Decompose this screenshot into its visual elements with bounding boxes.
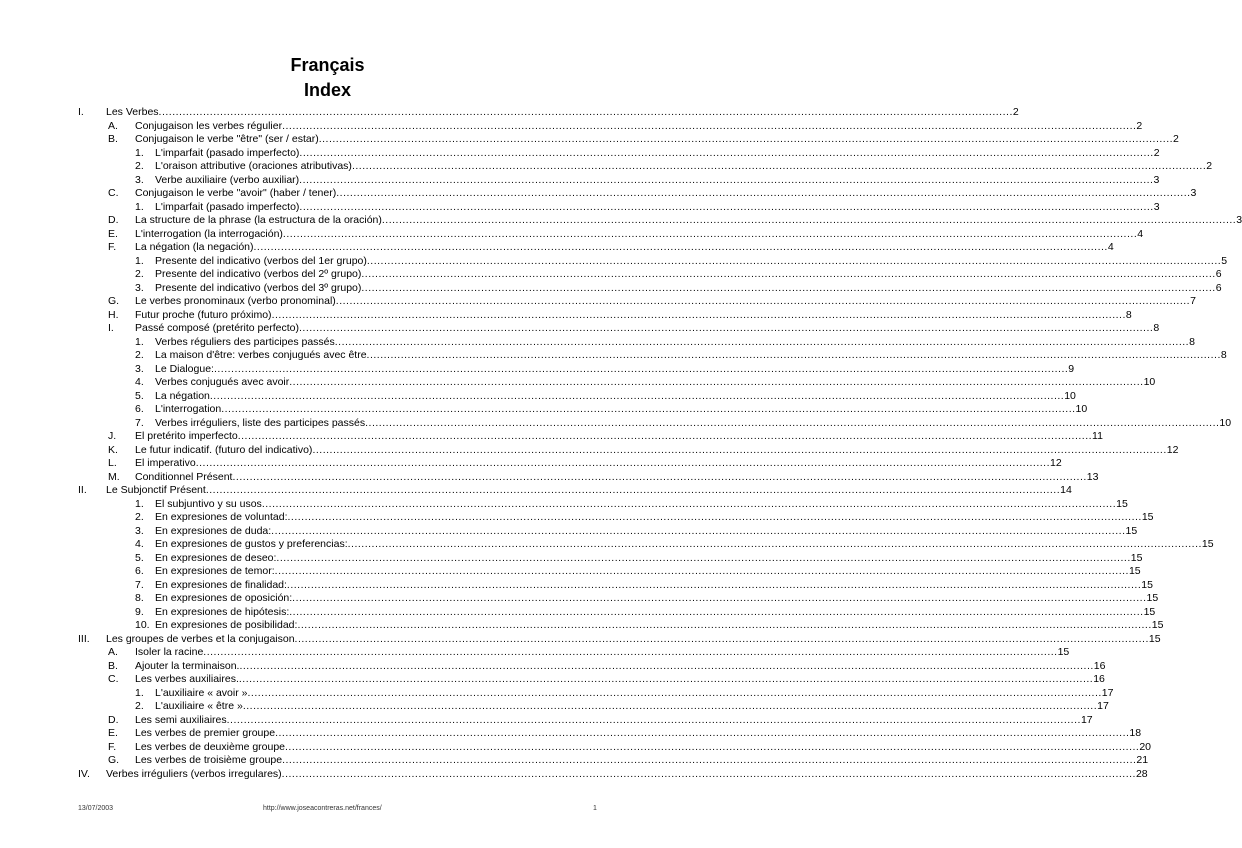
dot-leader: .......................................................................................................................................................................................................................................................... [361, 268, 1216, 280]
toc-entry-number: 1. [135, 335, 144, 348]
toc-entry-number: I. [78, 106, 84, 118]
toc-entry-page: 15 [1128, 565, 1141, 577]
toc-entry-title: En expresiones de deseo: [155, 551, 277, 564]
dot-leader: .......................................................................................................................................................................................................................................................... [242, 700, 1098, 712]
toc-entry-title: Le Dialogue: [155, 362, 214, 375]
toc-entry-page: 10 [1064, 389, 1076, 402]
dot-leader: .......................................................................................................................................................................................................................................................... [203, 646, 1058, 658]
dot-leader: .......................................................................................................................................................................................................................................................... [336, 187, 1191, 199]
dot-leader: .......................................................................................................................................................................................................................................................... [237, 430, 1093, 442]
toc-entry-page: 15 [1143, 605, 1156, 618]
toc-entry-number: 3. [135, 173, 144, 186]
toc-entry-page: 8 [1153, 322, 1160, 334]
dot-leader: .......................................................................................................................................................................................................................................................... [232, 470, 1087, 483]
toc-entry-page: 15 [1141, 511, 1154, 523]
toc-entry[interactable] [0, 538, 1214, 552]
dot-leader: .......................................................................................................................................................................................................................................................... [312, 443, 1167, 456]
dot-leader: .......................................................................................................................................................................................................................................................... [261, 497, 1117, 510]
toc-entry[interactable] [0, 227, 1144, 242]
toc-entry-number: 2. [135, 268, 144, 280]
toc-entry[interactable] [0, 713, 1093, 728]
toc-entry[interactable] [0, 754, 1149, 768]
toc-entry-number: I. [108, 322, 114, 334]
dot-leader: .......................................................................................................................................................................................................................................................... [209, 389, 1065, 402]
toc-entry-number: 5. [135, 551, 144, 564]
dot-leader: .......................................................................................................................................................................................................................................................... [299, 173, 1154, 186]
toc-entry-title: Conjugaison le verbe "avoir" (haber / tener) [135, 187, 337, 199]
toc-entry-number: A. [108, 646, 118, 658]
toc-entry[interactable] [0, 349, 1227, 363]
toc-entry-number: II. [78, 484, 87, 496]
toc-entry-page: 18 [1129, 727, 1142, 739]
toc-entry-number: L. [108, 457, 117, 469]
toc-entry-number: E. [108, 227, 118, 240]
dot-leader: .......................................................................................................................................................................................................................................................... [221, 403, 1076, 415]
toc-entry-title: En expresiones de hipótesis: [155, 605, 290, 618]
dot-leader: .......................................................................................................................................................................................................................................................... [299, 200, 1154, 213]
dot-leader: .......................................................................................................................................................................................................................................................... [158, 106, 1013, 118]
toc-entry-page: 2 [1173, 133, 1179, 145]
dot-leader: .......................................................................................................................................................................................................................................................... [238, 673, 1094, 685]
dot-leader: .......................................................................................................................................................................................................................................................... [299, 322, 1154, 334]
toc-entry-page: 10 [1075, 403, 1088, 415]
toc-entry-page: 3 [1153, 173, 1160, 186]
toc-entry[interactable] [0, 133, 1179, 147]
toc-entry-number: F. [108, 740, 117, 753]
toc-entry-title: La négation (la negación) [135, 241, 254, 253]
toc-entry-number: 4. [135, 376, 144, 388]
dot-leader: .......................................................................................................................................................................................................................................................... [239, 659, 1094, 672]
toc-entry[interactable] [0, 389, 1076, 404]
toc-entry-page: 8 [1189, 335, 1195, 348]
toc-entry[interactable] [0, 403, 1088, 417]
toc-entry-page: 2 [1153, 146, 1160, 159]
toc-entry-page: 28 [1135, 767, 1148, 780]
toc-entry[interactable] [0, 187, 1197, 201]
toc-entry-title: La structure de la phrase (la estructura de la oración) [135, 214, 382, 226]
dot-leader: .......................................................................................................................................................................................................................................................... [213, 362, 1069, 375]
toc-entry[interactable] [0, 497, 1128, 512]
toc-entry-page: 2 [1206, 160, 1213, 172]
dot-leader: .......................................................................................................................................................................................................................................................... [205, 484, 1061, 496]
toc-entry[interactable] [0, 173, 1160, 188]
toc-entry-number: 1. [135, 254, 144, 267]
dot-leader: .......................................................................................................................................................................................................................................................... [289, 376, 1144, 388]
toc-entry-title: En expresiones de temor: [155, 565, 275, 577]
toc-entry-title: L'interrogation [155, 403, 222, 415]
toc-entry-title: Futur proche (futuro próximo) [135, 308, 272, 321]
toc-entry[interactable] [0, 565, 1141, 579]
toc-entry[interactable] [0, 673, 1105, 687]
toc-entry-page: 17 [1097, 700, 1109, 712]
toc-entry-page: 8 [1220, 349, 1227, 361]
toc-entry-title: El imperativo [135, 457, 196, 469]
dot-leader: .......................................................................................................................................................................................................................................................... [226, 713, 1081, 726]
toc-entry-page: 13 [1086, 470, 1099, 483]
dot-leader: .......................................................................................................................................................................................................................................................... [276, 551, 1131, 564]
toc-entry-page: 11 [1092, 430, 1103, 442]
toc-entry-number: IV. [78, 767, 90, 780]
toc-entry-page: 4 [1137, 227, 1144, 240]
footer-url[interactable]: http://www.joseacontreras.net/frances/ [263, 805, 382, 812]
toc-entry-page: 21 [1136, 754, 1149, 766]
dot-leader: .......................................................................................................................................................................................................................................................... [334, 335, 1190, 348]
toc-entry-number: 3. [135, 524, 144, 537]
dot-leader: .......................................................................................................................................................................................................................................................... [286, 578, 1142, 591]
toc-entry-number: 2. [135, 160, 144, 172]
toc-entry[interactable] [0, 686, 1114, 701]
toc-entry[interactable] [0, 700, 1109, 714]
dot-leader: .......................................................................................................................................................................................................................................................... [365, 416, 1220, 429]
toc-entry-number: 7. [135, 416, 144, 429]
toc-entry[interactable] [0, 470, 1099, 485]
dot-leader: .......................................................................................................................................................................................................................................................... [351, 160, 1207, 172]
toc-entry-title: L'imparfait (pasado imperfecto) [155, 146, 300, 159]
toc-entry[interactable] [0, 146, 1160, 161]
toc-entry-page: 15 [1057, 646, 1070, 658]
toc-entry-number: 2. [135, 511, 144, 523]
toc-entry-number: 1. [135, 686, 144, 699]
toc-entry[interactable] [0, 281, 1222, 296]
toc-entry-page: 10 [1219, 416, 1232, 429]
toc-entry[interactable] [0, 295, 1196, 309]
toc-entry-number: B. [108, 133, 118, 145]
toc-entry-number: H. [108, 308, 119, 321]
toc-entry-number: B. [108, 659, 118, 672]
toc-entry-title: Isoler la racine [135, 646, 204, 658]
toc-entry-title: Les groupes de verbes et la conjugaison [106, 632, 295, 645]
toc-entry[interactable] [0, 443, 1179, 458]
toc-entry-page: 2 [1136, 119, 1143, 132]
toc-entry-page: 17 [1101, 686, 1114, 699]
dot-leader: .......................................................................................................................................................................................................................................................... [299, 146, 1154, 159]
toc-entry-number: M. [108, 470, 120, 483]
toc-entry-title: La négation [155, 389, 210, 402]
toc-entry-title: L'imparfait (pasado imperfecto) [155, 200, 300, 213]
toc-entry-number: E. [108, 727, 118, 739]
dot-leader: .......................................................................................................................................................................................................................................................... [335, 295, 1191, 307]
dot-leader: .......................................................................................................................................................................................................................................................... [271, 524, 1126, 537]
dot-leader: .......................................................................................................................................................................................................................................................... [289, 605, 1144, 618]
toc-entry-page: 15 [1125, 524, 1138, 537]
toc-entry-title: L'oraison attributive (oraciones atributivas) [155, 160, 352, 172]
toc-entry-number: 9. [135, 605, 144, 618]
toc-entry-page: 2 [1012, 106, 1019, 118]
toc-entry-page: 20 [1139, 740, 1152, 753]
toc-entry-title: Les verbes auxiliaires. [135, 673, 239, 685]
toc-entry-title: Presente del indicativo (verbos del 1er grupo) [155, 254, 367, 267]
toc-entry-page: 17 [1080, 713, 1093, 726]
dot-leader: .......................................................................................................................................................................................................................................................... [366, 349, 1221, 361]
toc-entry[interactable] [0, 160, 1213, 174]
toc-entry-page: 3 [1190, 187, 1197, 199]
dot-leader: .......................................................................................................................................................................................................................................................... [271, 308, 1126, 321]
toc-entry-number: 8. [135, 592, 144, 604]
toc-entry-page: 15 [1148, 632, 1161, 645]
toc-entry-page: 3 [1236, 214, 1242, 226]
toc-entry-number: C. [108, 187, 119, 199]
dot-leader: .......................................................................................................................................................................................................................................................... [282, 227, 1138, 240]
toc-entry-title: Le verbes pronominaux (verbo pronominal) [135, 295, 336, 307]
toc-entry-number: 2. [135, 700, 144, 712]
toc-entry-number: 1. [135, 146, 144, 159]
toc-entry-number: 2. [135, 349, 144, 361]
toc-entry-page: 10 [1143, 376, 1156, 388]
toc-entry-title: El subjuntivo y su usos [155, 497, 262, 510]
dot-leader: .......................................................................................................................................................................................................................................................... [361, 281, 1216, 294]
toc-entry[interactable] [0, 511, 1154, 525]
toc-entry-page: 12 [1166, 443, 1179, 456]
toc-entry-page: 7 [1190, 295, 1196, 307]
dot-leader: .......................................................................................................................................................................................................................................................... [297, 619, 1152, 631]
dot-leader: .......................................................................................................................................................................................................................................................... [381, 214, 1237, 226]
toc-entry-title: Les semi auxiliaires [135, 713, 227, 726]
toc-entry-number: 10. [135, 619, 150, 631]
toc-entry-page: 3 [1153, 200, 1160, 213]
toc-entry[interactable] [0, 592, 1159, 606]
toc-entry-title: Les Verbes [106, 106, 159, 118]
toc-entry-title: Les verbes de troisième groupe [135, 754, 283, 766]
toc-entry-page: 15 [1116, 497, 1128, 510]
toc-entry[interactable] [0, 484, 1072, 498]
toc-entry[interactable] [0, 659, 1106, 674]
toc-entry-number: G. [108, 295, 120, 307]
dot-leader: .......................................................................................................................................................................................................................................................... [366, 254, 1222, 267]
toc-entry[interactable] [0, 605, 1156, 620]
toc-entry[interactable] [0, 308, 1132, 323]
toc-entry[interactable] [0, 362, 1075, 377]
toc-entry-title: Les verbes de premier groupe [135, 727, 276, 739]
toc-entry[interactable] [0, 119, 1143, 134]
dot-leader: .......................................................................................................................................................................................................................................................... [294, 632, 1149, 645]
toc-entry-number: 1. [135, 497, 144, 510]
toc-entry-page: 12 [1050, 457, 1062, 469]
dot-leader: .......................................................................................................................................................................................................................................................... [318, 133, 1174, 145]
toc-entry-title: Verbes conjugués avec avoir [155, 376, 290, 388]
toc-entry[interactable] [0, 106, 1019, 120]
toc-entry-title: Conjugaison le verbe "être" (ser / estar) [135, 133, 319, 145]
toc-entry-title: Verbes réguliers des participes passés [155, 335, 335, 348]
toc-entry-number: III. [78, 632, 90, 645]
toc-entry-page: 8 [1125, 308, 1132, 321]
dot-leader: .......................................................................................................................................................................................................................................................... [285, 740, 1140, 753]
toc-entry[interactable] [0, 214, 1242, 228]
toc-entry[interactable] [0, 619, 1164, 633]
toc-entry-title: Verbes irréguliers, liste des participes passés [155, 416, 366, 429]
dot-leader: .......................................................................................................................................................................................................................................................... [282, 754, 1137, 766]
toc-entry-title: En expresiones de posibilidad: [155, 619, 298, 631]
toc-entry-number: K. [108, 443, 118, 456]
toc-entry-page: 4 [1107, 241, 1114, 253]
toc-entry[interactable] [0, 322, 1160, 336]
toc-entry[interactable] [0, 767, 1148, 782]
toc-entry[interactable] [0, 268, 1222, 282]
toc-entry-page: 14 [1060, 484, 1072, 496]
toc-entry[interactable] [0, 254, 1228, 269]
toc-entry-title: L'interrogation (la interrogación) [135, 227, 283, 240]
toc-entry[interactable] [0, 551, 1143, 566]
footer-page-number: 1 [593, 805, 597, 812]
toc-entry-title: Le Subjonctif Présent [106, 484, 206, 496]
toc-entry-page: 16 [1093, 659, 1106, 672]
toc-entry-number: A. [108, 119, 118, 132]
toc-entry-number: 3. [135, 281, 144, 294]
document-title: Français [290, 55, 365, 75]
toc-entry-title: En expresiones de finalidad: [155, 578, 287, 591]
toc-entry[interactable] [0, 200, 1160, 215]
toc-entry-page: 15 [1130, 551, 1143, 564]
dot-leader: .......................................................................................................................................................................................................................................................... [275, 727, 1130, 739]
dot-leader: .......................................................................................................................................................................................................................................................... [347, 538, 1202, 550]
toc-entry-page: 15 [1201, 538, 1214, 550]
toc-entry-title: Les verbes de deuxième groupe [135, 740, 286, 753]
toc-entry-page: 16 [1093, 673, 1105, 685]
toc-entry[interactable] [0, 740, 1152, 755]
toc-entry[interactable] [0, 578, 1153, 593]
dot-leader: .......................................................................................................................................................................................................................................................... [287, 511, 1142, 523]
toc-entry-number: F. [108, 241, 117, 253]
toc-entry-number: D. [108, 713, 119, 726]
toc-entry-title: Presente del indicativo (verbos del 2º grupo) [155, 268, 362, 280]
dot-leader: .......................................................................................................................................................................................................................................................... [247, 686, 1102, 699]
toc-entry-number: 7. [135, 578, 144, 591]
toc-entry-page: 6 [1215, 268, 1222, 280]
toc-entry-title: Conditionnel Présent [135, 470, 233, 483]
toc-entry-number: 4. [135, 538, 144, 550]
footer-date: 13/07/2003 [78, 805, 114, 812]
dot-leader: .......................................................................................................................................................................................................................................................... [195, 457, 1051, 469]
toc-entry[interactable] [0, 457, 1062, 471]
toc-entry-title: Le futur indicatif. (futuro del indicativo) [135, 443, 313, 456]
toc-entry-title: L'auxiliaire « avoir » [155, 686, 248, 699]
dot-leader: .......................................................................................................................................................................................................................................................... [292, 592, 1147, 604]
toc-entry-number: 6. [135, 403, 144, 415]
toc-entry[interactable] [0, 376, 1156, 390]
toc-entry-title: En expresiones de voluntad: [155, 511, 288, 523]
toc-entry[interactable] [0, 727, 1142, 741]
toc-entry-page: 5 [1221, 254, 1228, 267]
toc-entry[interactable] [0, 430, 1103, 444]
toc-entry-title: En expresiones de oposición: [155, 592, 293, 604]
toc-entry-page: 6 [1215, 281, 1222, 294]
toc-entry[interactable] [0, 632, 1161, 647]
toc-entry-title: La maison d'être: verbes conjugués avec être [155, 349, 367, 361]
toc-entry-title: Verbe auxiliaire (verbo auxiliar) [155, 173, 300, 186]
toc-entry-page: 15 [1141, 578, 1153, 591]
toc-entry[interactable] [0, 335, 1195, 350]
toc-entry-title: Verbes irréguliers (verbos irregulares) [106, 767, 282, 780]
toc-entry-title: El pretérito imperfecto [135, 430, 238, 442]
toc-entry-number: 5. [135, 389, 144, 402]
toc-entry-number: 3. [135, 362, 144, 375]
toc-entry-number: C. [108, 673, 119, 685]
toc-entry-number: 6. [135, 565, 144, 577]
toc-entry-title: Ajouter la terminaison. [135, 659, 240, 672]
dot-leader: .......................................................................................................................................................................................................................................................... [274, 565, 1129, 577]
toc-entry-page: 9 [1068, 362, 1075, 375]
toc-entry-title: Passé composé (pretérito perfecto) [135, 322, 299, 334]
toc-entry-title: En expresiones de duda: [155, 524, 272, 537]
toc-entry-page: 15 [1146, 592, 1159, 604]
toc-entry-title: Presente del indicativo (verbos del 3º grupo) [155, 281, 362, 294]
toc-entry-number: J. [108, 430, 117, 442]
dot-leader: .......................................................................................................................................................................................................................................................... [282, 119, 1137, 132]
toc-entry[interactable] [0, 524, 1138, 539]
dot-leader: .......................................................................................................................................................................................................................................................... [281, 767, 1136, 780]
toc-entry-title: Conjugaison les verbes régulier [135, 119, 283, 132]
toc-entry-title: L'auxiliaire « être » [155, 700, 243, 712]
toc-entry-page: 15 [1151, 619, 1164, 631]
toc-entry-number: D. [108, 214, 119, 226]
toc-entry[interactable] [0, 241, 1114, 255]
toc-entry-number: G. [108, 754, 120, 766]
toc-entry[interactable] [0, 416, 1232, 431]
dot-leader: .......................................................................................................................................................................................................................................................... [253, 241, 1108, 253]
index-heading: Index [303, 80, 351, 100]
toc-entry-title: En expresiones de gustos y preferencias: [155, 538, 348, 550]
toc-entry[interactable] [0, 646, 1070, 660]
toc-entry-number: 1. [135, 200, 144, 213]
